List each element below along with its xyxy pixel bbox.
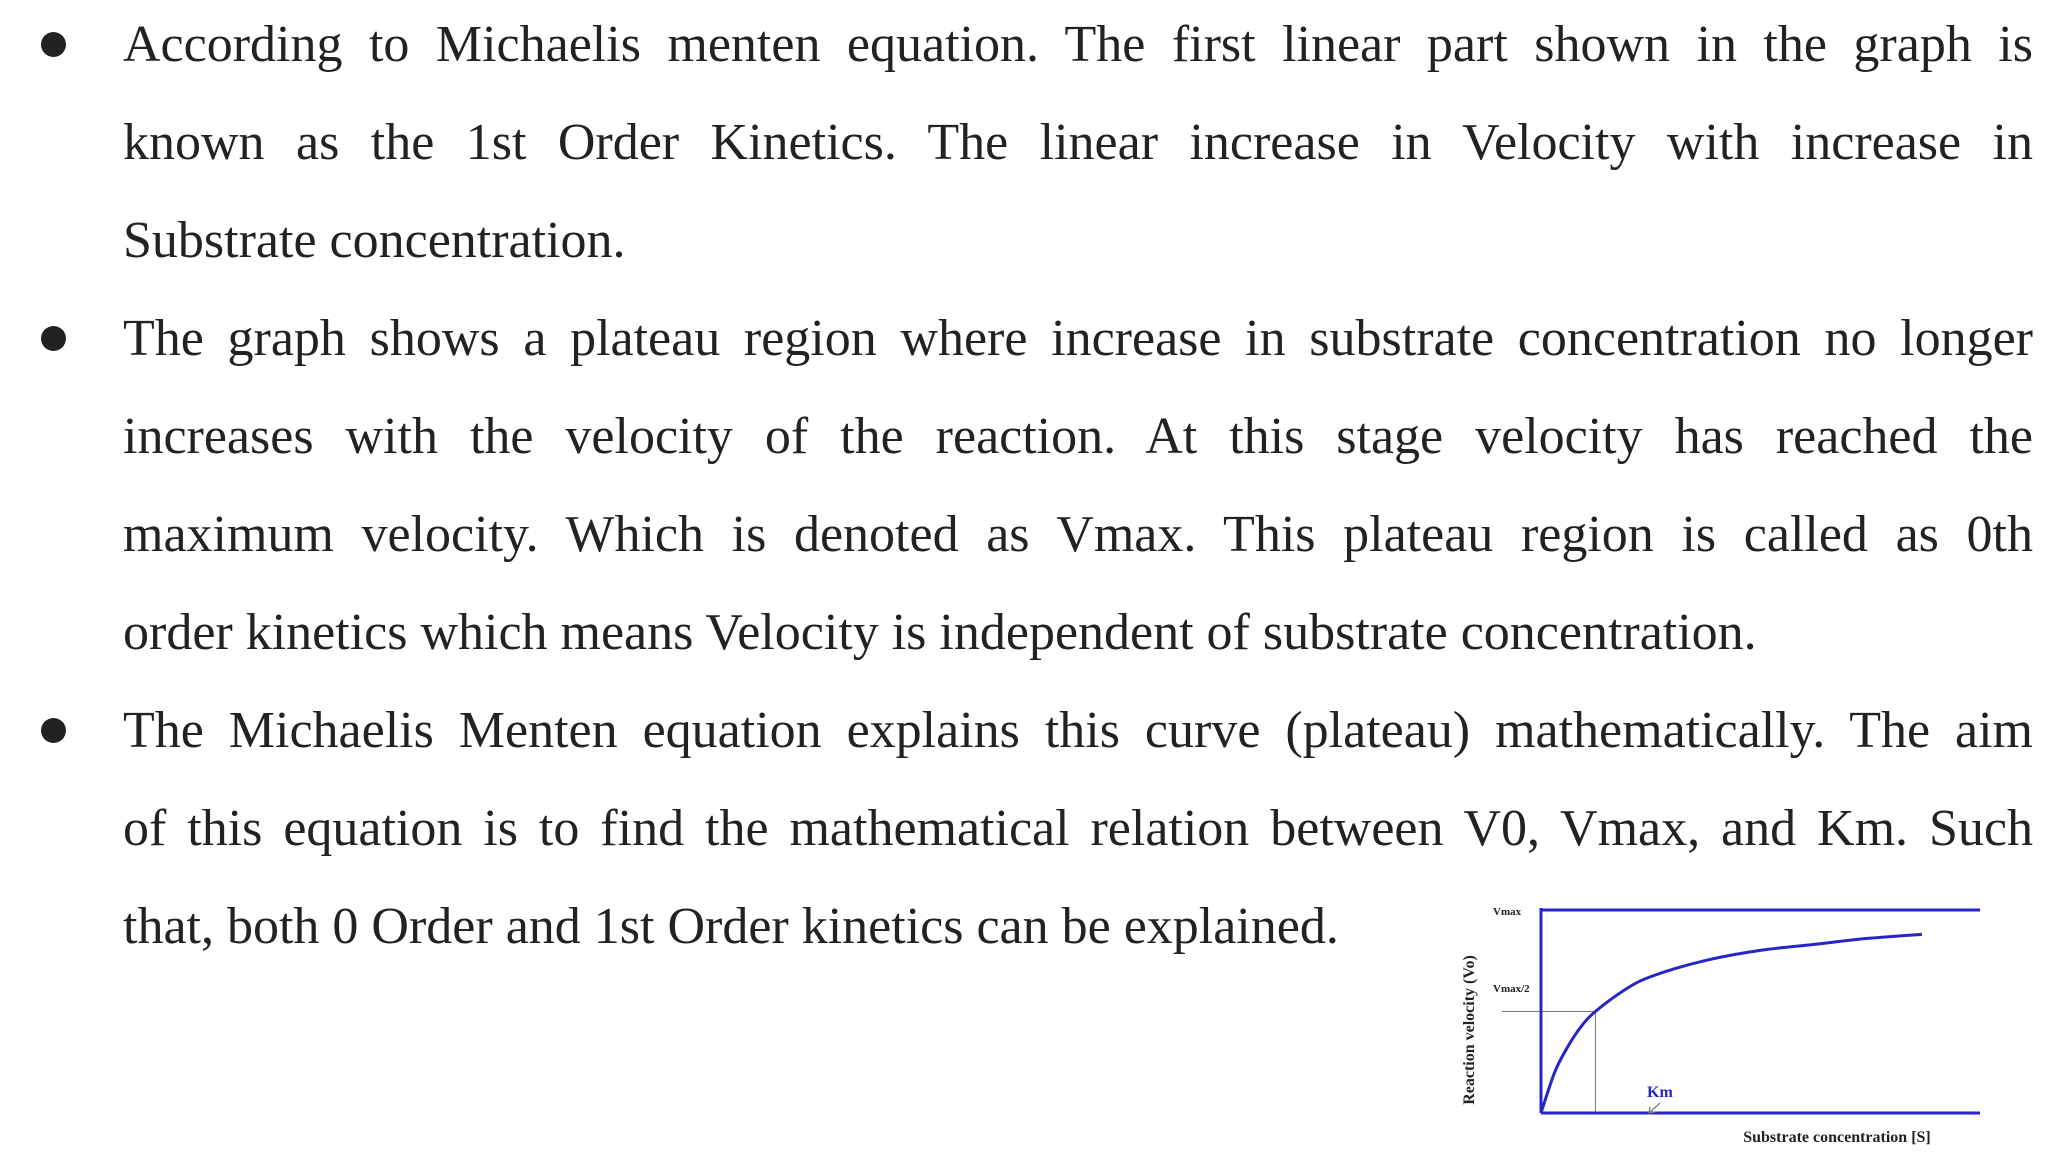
bullet-dot	[41, 32, 66, 57]
bullet-text-line: maximum velocity. Which is denoted as Vmax. This plateau region is called as 0th	[123, 506, 2033, 563]
bullet-text-line: order kinetics which means Velocity is independent of substrate concentration.	[123, 604, 1757, 661]
bullet-dot	[41, 326, 66, 351]
bullet-dot	[41, 718, 66, 743]
michaelis-menten-chart	[1440, 880, 2040, 1152]
bullet-text-line: of this equation is to find the mathematical relation between V0, Vmax, and Km. Such	[123, 800, 2033, 857]
bullet-text-line: The graph shows a plateau region where increase in substrate concentration no longer	[123, 310, 2033, 367]
series-line-1	[1541, 934, 1922, 1113]
bullet-text-line: Substrate concentration.	[123, 212, 626, 269]
michaelis-menten-figure	[1440, 880, 2040, 1152]
bullet-text-line: The Michaelis Menten equation explains this curve (plateau) mathematically. The aim	[123, 702, 2033, 759]
y-tick-label-vmax: Vmax	[1493, 906, 1522, 918]
y-tick-label-vmax-half: Vmax/2	[1493, 983, 1530, 995]
y-axis-label: Reaction velocity (Vo)	[1461, 955, 1478, 1105]
bullet-text-line: known as the 1st Order Kinetics. The linear increase in Velocity with increase in	[123, 114, 2033, 171]
bullet-text-line: According to Michaelis menten equation. The first linear part shown in the graph is	[123, 16, 2033, 73]
km-annotation: Km	[1647, 1084, 1673, 1101]
bullet-text-line: increases with the velocity of the reaction. At this stage velocity has reached the	[123, 408, 2033, 465]
bullet-text-line: that, both 0 Order and 1st Order kinetics can be explained.	[123, 898, 1339, 955]
x-axis-label: Substrate concentration [S]	[1743, 1129, 1931, 1146]
